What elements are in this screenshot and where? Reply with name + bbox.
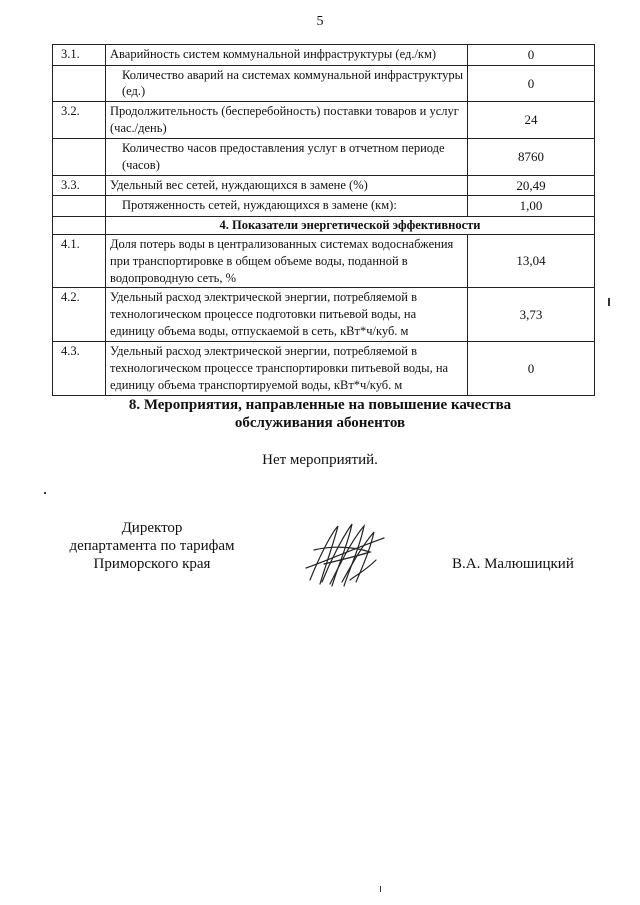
table-row	[53, 288, 595, 342]
row-text: Удельный расход электрической энергии, потребляемой в технологическом процессе транспортировки питьевой воды, на единицу объема транспортируемой воды, кВт*ч/куб. м	[106, 342, 468, 396]
row-number: 3.2.	[53, 102, 106, 139]
table-row	[53, 234, 595, 288]
table-row	[53, 45, 595, 66]
row-number	[53, 65, 106, 102]
scan-speck	[44, 492, 46, 494]
row-value: 20,49	[468, 175, 595, 196]
section-header-row	[53, 216, 595, 234]
row-text: Протяженность сетей, нуждающихся в замене (км):	[106, 196, 468, 217]
signatory-title-line3: Приморского края	[93, 556, 211, 572]
table-row	[53, 102, 595, 139]
row-text: Количество часов предоставления услуг в отчетном периоде (часов)	[106, 139, 468, 176]
table-row	[53, 196, 595, 217]
row-number: 4.1.	[53, 234, 106, 288]
scan-speck	[380, 886, 381, 892]
section-8-heading-line2: обслуживания абонентов	[234, 415, 406, 432]
section-8-heading	[0, 396, 640, 433]
table-row	[53, 139, 595, 176]
row-value: 0	[468, 65, 595, 102]
section-4-title: 4. Показатели энергетической эффективности	[106, 216, 595, 234]
row-number: 4.2.	[53, 288, 106, 342]
row-value: 3,73	[468, 288, 595, 342]
row-number	[53, 139, 106, 176]
table-row	[53, 342, 595, 396]
indicators-table	[52, 44, 595, 396]
scan-speck	[608, 298, 610, 306]
row-number: 3.3.	[53, 175, 106, 196]
row-number	[53, 196, 106, 217]
signatory-title	[52, 519, 252, 573]
row-value: 0	[468, 45, 595, 66]
row-value: 24	[468, 102, 595, 139]
section-8-heading-line1: 8. Мероприятия, направленные на повышение качества	[128, 397, 512, 413]
signatory-title-line1: Директор	[121, 520, 183, 536]
row-value: 8760	[468, 139, 595, 176]
table-row	[53, 175, 595, 196]
no-activities-text: Нет мероприятий.	[262, 452, 378, 468]
row-value: 1,00	[468, 196, 595, 217]
row-text: Аварийность систем коммунальной инфраструктуры (ед./км)	[106, 45, 468, 66]
row-text: Удельный вес сетей, нуждающихся в замене (%)	[106, 175, 468, 196]
row-number: 3.1.	[53, 45, 106, 66]
row-number: 4.3.	[53, 342, 106, 396]
row-value: 0	[468, 342, 595, 396]
signer-name: В.А. Малюшицкий	[452, 556, 574, 572]
row-value: 13,04	[468, 234, 595, 288]
row-text: Количество аварий на системах коммунальной инфраструктуры (ед.)	[106, 65, 468, 102]
row-text: Доля потерь воды в централизованных системах водоснабжения при транспортировке в общем объеме воды, поданной в водопроводную сеть, %	[106, 234, 468, 288]
table-row	[53, 65, 595, 102]
handwritten-signature	[300, 520, 390, 592]
page-number: 5	[316, 14, 324, 29]
row-text: Удельный расход электрической энергии, потребляемой в технологическом процессе подготовки питьевой воды, на единицу объема воды, отпускаемой в сеть, кВт*ч/куб. м	[106, 288, 468, 342]
signatory-title-line2: департамента по тарифам	[69, 538, 235, 554]
row-text: Продолжительность (бесперебойность) поставки товаров и услуг (час./день)	[106, 102, 468, 139]
